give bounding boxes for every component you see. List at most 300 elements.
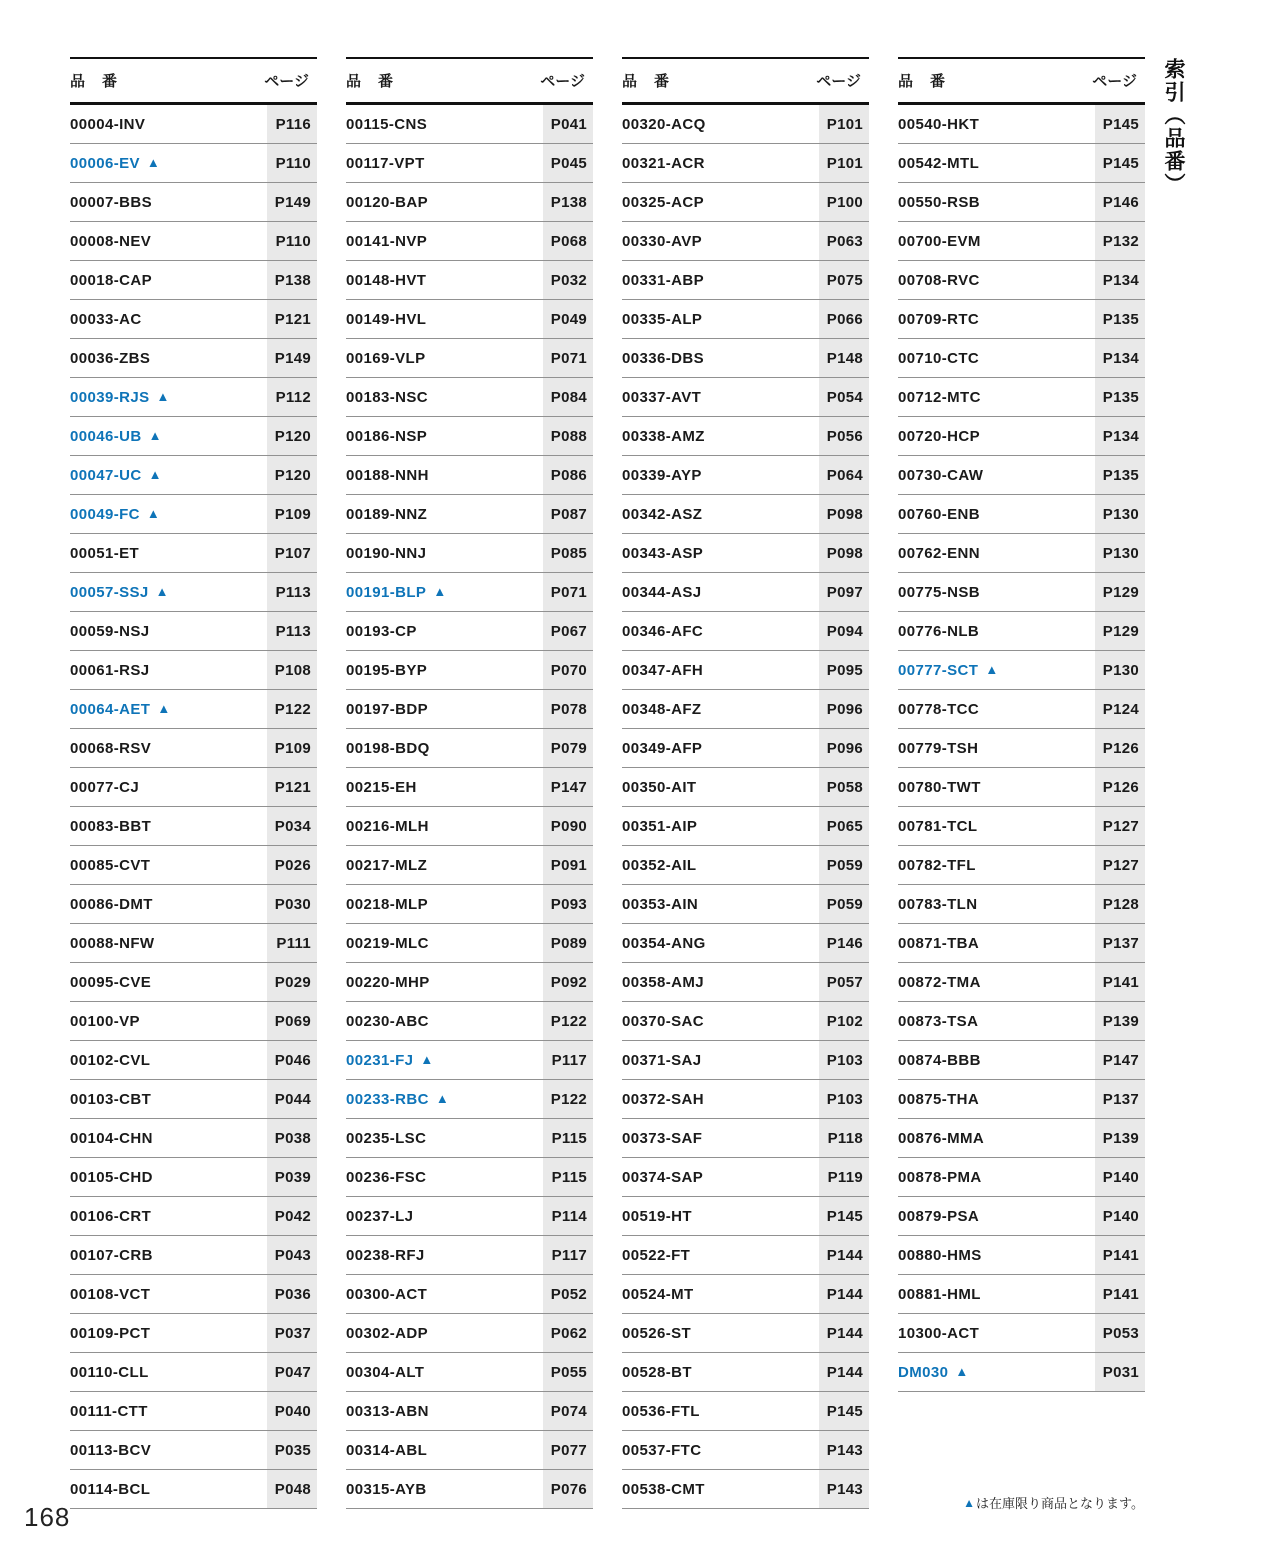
page-ref: P135	[1095, 378, 1145, 416]
product-code	[346, 690, 428, 728]
product-code	[70, 1080, 151, 1118]
product-code	[70, 1002, 140, 1040]
product-code-text: 00538-CMT	[622, 1480, 705, 1498]
table-row	[346, 963, 593, 1002]
header-page-label: ページ	[540, 73, 585, 90]
table-row	[70, 339, 317, 378]
page-ref: P069	[267, 1002, 317, 1040]
table-row	[622, 417, 869, 456]
product-code	[622, 1002, 704, 1040]
product-code-text: 00105-CHD	[70, 1168, 153, 1186]
product-code-text: 00782-TFL	[898, 856, 976, 874]
product-code	[898, 261, 980, 299]
product-code-text: 00120-BAP	[346, 193, 428, 211]
page-ref: P110	[267, 222, 317, 260]
table-row	[622, 963, 869, 1002]
product-code	[346, 885, 428, 923]
table-row	[70, 1080, 317, 1119]
page-ref: P146	[819, 924, 869, 962]
table-row	[70, 1197, 317, 1236]
table-row	[346, 105, 593, 144]
table-row	[898, 534, 1145, 573]
product-code-text: 00198-BDQ	[346, 739, 430, 757]
product-code	[622, 417, 705, 455]
table-row	[622, 924, 869, 963]
product-code	[622, 1119, 702, 1157]
product-code	[346, 1392, 429, 1430]
page-ref: P067	[543, 612, 593, 650]
header-page-label: ページ	[1092, 73, 1137, 90]
page-ref: P122	[543, 1002, 593, 1040]
product-code	[70, 1041, 150, 1079]
page-ref: P115	[543, 1158, 593, 1196]
limited-stock-triangle-icon: ▲	[955, 1363, 969, 1379]
product-code	[346, 768, 417, 806]
product-code-text: 00033-AC	[70, 310, 142, 328]
page-ref: P145	[819, 1392, 869, 1430]
product-code-text: 00371-SAJ	[622, 1051, 702, 1069]
product-code	[346, 1275, 427, 1313]
table-row	[70, 768, 317, 807]
product-code	[70, 1314, 150, 1352]
product-code	[898, 1041, 981, 1079]
page-ref: P031	[1095, 1353, 1145, 1391]
table-row	[898, 183, 1145, 222]
table-row	[70, 105, 317, 144]
product-code	[346, 300, 426, 338]
table-row	[898, 144, 1145, 183]
product-code-text: 00352-AIL	[622, 856, 697, 874]
product-code	[622, 807, 697, 845]
product-code-text: 00346-AFC	[622, 622, 704, 640]
page-ref: P098	[819, 534, 869, 572]
product-code	[346, 222, 427, 260]
table-row	[70, 1275, 317, 1314]
product-code	[898, 1080, 979, 1118]
product-code	[622, 885, 698, 923]
product-code	[70, 300, 142, 338]
product-code	[346, 1314, 428, 1352]
table-row	[898, 495, 1145, 534]
product-code-text: 00068-RSV	[70, 739, 152, 757]
header-page-label: ページ	[816, 73, 861, 90]
table-row	[622, 261, 869, 300]
page-ref: P085	[543, 534, 593, 572]
table-row	[898, 963, 1145, 1002]
product-code-text: 00051-ET	[70, 544, 140, 562]
product-code	[898, 846, 976, 884]
product-code	[70, 183, 152, 221]
table-row	[70, 222, 317, 261]
product-code	[346, 105, 427, 143]
product-code-text: 00878-PMA	[898, 1168, 982, 1186]
page-ref: P108	[267, 651, 317, 689]
page-ref: P090	[543, 807, 593, 845]
table-row	[70, 924, 317, 963]
limited-stock-triangle-icon: ▲	[435, 1090, 450, 1106]
page-ref: P040	[267, 1392, 317, 1430]
product-code	[622, 1080, 704, 1118]
table-row	[70, 807, 317, 846]
table-row	[622, 1353, 869, 1392]
table-row	[346, 1470, 593, 1509]
limited-stock-triangle-icon: ▲	[420, 1051, 434, 1067]
product-code-text: 00049-FC	[70, 505, 140, 523]
table-row	[346, 144, 593, 183]
product-code-text: 00108-VCT	[70, 1285, 151, 1303]
page-ref: P101	[819, 144, 869, 182]
product-code-text: 00339-AYP	[622, 466, 702, 484]
product-code-text: 00114-BCL	[70, 1480, 151, 1498]
product-code	[622, 378, 701, 416]
page-ref: P137	[1095, 924, 1145, 962]
product-code-text: 00183-NSC	[346, 388, 428, 406]
page-ref: P111	[267, 924, 317, 962]
page-ref: P144	[819, 1314, 869, 1352]
page-ref: P070	[543, 651, 593, 689]
product-code-text: 00353-AIN	[622, 895, 699, 913]
product-code	[898, 1236, 982, 1274]
page-ref: P086	[543, 456, 593, 494]
page-ref: P141	[1095, 1275, 1145, 1313]
product-code	[346, 1002, 429, 1040]
product-code-text: 00314-ABL	[346, 1441, 428, 1459]
page-ref: P029	[267, 963, 317, 1001]
product-code-text: 00331-ABP	[622, 271, 704, 289]
table-row	[346, 183, 593, 222]
index-column	[622, 57, 869, 1509]
index-column	[346, 57, 593, 1509]
table-row	[622, 300, 869, 339]
page-ref: P042	[267, 1197, 317, 1235]
page-ref: P076	[543, 1470, 593, 1508]
limited-stock-triangle-icon: ▲	[146, 505, 161, 521]
product-code-text: 00197-BDP	[346, 700, 428, 718]
table-row	[70, 729, 317, 768]
product-code	[346, 534, 426, 572]
product-code	[70, 1431, 151, 1469]
product-code	[622, 1275, 694, 1313]
page-ref: P145	[1095, 105, 1145, 143]
product-code-text: 00730-CAW	[898, 466, 984, 484]
page-ref: P054	[819, 378, 869, 416]
page-ref: P065	[819, 807, 869, 845]
page-ref: P130	[1095, 651, 1145, 689]
page-ref: P110	[267, 144, 317, 182]
product-code-text: 00190-NNJ	[346, 544, 427, 562]
product-code-text: 00526-ST	[622, 1324, 692, 1342]
table-row	[346, 339, 593, 378]
page-ref: P059	[819, 885, 869, 923]
product-code	[346, 1470, 427, 1508]
product-code-text: 00342-ASZ	[622, 505, 703, 523]
product-code	[622, 573, 702, 611]
product-code	[346, 1431, 427, 1469]
product-code-text: 00313-ABN	[346, 1402, 429, 1420]
page-ref: P044	[267, 1080, 317, 1118]
product-code	[346, 378, 428, 416]
table-row	[622, 534, 869, 573]
page-ref: P139	[1095, 1002, 1145, 1040]
table-row	[898, 846, 1145, 885]
product-code-text: 00061-RSJ	[70, 661, 150, 679]
table-row	[70, 612, 317, 651]
product-code	[70, 1236, 153, 1274]
product-code-text: 00039-RJS	[70, 388, 150, 406]
product-code	[898, 222, 981, 260]
product-code-text: 00374-SAP	[622, 1168, 704, 1186]
table-row	[346, 612, 593, 651]
product-code-text: 00169-VLP	[346, 349, 426, 367]
product-code	[70, 963, 151, 1001]
product-code	[346, 807, 429, 845]
table-row	[346, 417, 593, 456]
limited-stock-triangle-icon: ▲	[985, 661, 999, 677]
table-row	[622, 1119, 869, 1158]
page-ref: P140	[1095, 1197, 1145, 1235]
page-ref: P117	[543, 1041, 593, 1079]
table-row	[70, 534, 317, 573]
table-row	[622, 1275, 869, 1314]
table-row	[346, 1080, 593, 1119]
page-ref: P115	[543, 1119, 593, 1157]
product-code	[622, 651, 703, 689]
table-row	[622, 183, 869, 222]
table-row	[622, 495, 869, 534]
page-ref: P121	[267, 300, 317, 338]
product-code	[346, 339, 425, 377]
table-row	[70, 417, 317, 456]
product-code	[622, 456, 702, 494]
product-code	[622, 1353, 692, 1391]
product-code-text: 00237-LJ	[346, 1207, 414, 1225]
product-code	[622, 846, 696, 884]
product-code	[898, 1353, 969, 1391]
page-ref: P074	[543, 1392, 593, 1430]
product-code	[898, 1119, 984, 1157]
product-code-text: 00354-ANG	[622, 934, 706, 952]
product-code	[70, 456, 162, 494]
product-code-text: 00018-CAP	[70, 271, 152, 289]
product-code	[898, 963, 981, 1001]
page-ref: P144	[819, 1275, 869, 1313]
product-code-text: 00315-AYB	[346, 1480, 427, 1498]
table-row	[346, 768, 593, 807]
product-code-text: 00085-CVT	[70, 856, 151, 874]
product-code-text: 00372-SAH	[622, 1090, 704, 1108]
page-ref: P049	[543, 300, 593, 338]
product-code	[346, 183, 428, 221]
product-code	[346, 963, 430, 1001]
product-code-text: 00046-UB	[70, 427, 142, 445]
product-code-text: 00117-VPT	[346, 154, 425, 172]
page-ref: P058	[819, 768, 869, 806]
page-ref: P124	[1095, 690, 1145, 728]
product-code-text: 00233-RBC	[346, 1090, 429, 1108]
product-code-text: 00337-AVT	[622, 388, 702, 406]
table-row	[70, 1353, 317, 1392]
product-code-text: 00113-BCV	[70, 1441, 152, 1459]
product-code	[622, 1158, 703, 1196]
product-code-text: 00373-SAF	[622, 1129, 703, 1147]
page-ref: P068	[543, 222, 593, 260]
product-code	[622, 1197, 692, 1235]
page-ref: P064	[819, 456, 869, 494]
product-code-text: 00325-ACP	[622, 193, 704, 211]
page-ref: P109	[267, 729, 317, 767]
product-code	[898, 885, 977, 923]
page-ref: P077	[543, 1431, 593, 1469]
product-code-text: 00876-MMA	[898, 1129, 985, 1147]
table-body	[346, 105, 593, 1509]
page-ref: P121	[267, 768, 317, 806]
page-ref: P143	[819, 1470, 869, 1508]
product-code	[346, 1041, 434, 1079]
product-code	[346, 1158, 426, 1196]
product-code	[346, 651, 427, 689]
page-ref: P107	[267, 534, 317, 572]
product-code-text: 00537-FTC	[622, 1441, 702, 1459]
table-row	[70, 495, 317, 534]
product-code	[70, 1470, 150, 1508]
table-row	[898, 924, 1145, 963]
product-code-text: 00700-EVM	[898, 232, 981, 250]
product-code-text: 00059-NSJ	[70, 622, 150, 640]
table-body	[898, 105, 1145, 1392]
product-code	[898, 729, 978, 767]
product-code-text: 00149-HVL	[346, 310, 427, 328]
product-code-text: 00100-VP	[70, 1012, 140, 1030]
page-ref: P091	[543, 846, 593, 884]
page-ref: P147	[543, 768, 593, 806]
page-ref: P056	[819, 417, 869, 455]
page-ref: P143	[819, 1431, 869, 1469]
page-ref: P052	[543, 1275, 593, 1313]
table-row	[898, 612, 1145, 651]
product-code	[622, 1041, 702, 1079]
product-code-text: 00350-AIT	[622, 778, 697, 796]
product-code	[622, 1470, 705, 1508]
header-page-label: ページ	[264, 73, 309, 90]
table-row	[898, 768, 1145, 807]
table-row	[898, 1158, 1145, 1197]
product-code	[622, 534, 703, 572]
product-code	[70, 1119, 153, 1157]
product-code	[346, 729, 430, 767]
page-ref: P126	[1095, 729, 1145, 767]
table-row	[346, 1275, 593, 1314]
product-code-text: 00873-TSA	[898, 1012, 979, 1030]
product-code	[346, 846, 427, 884]
product-code	[70, 690, 171, 728]
page-ref: P048	[267, 1470, 317, 1508]
table-row	[898, 690, 1145, 729]
product-code-text: 00302-ADP	[346, 1324, 428, 1342]
product-code	[898, 1275, 981, 1313]
product-code-text: 00708-RVC	[898, 271, 980, 289]
header-product-code-label: 品 番	[346, 73, 395, 90]
table-row	[622, 885, 869, 924]
product-code-text: 00095-CVE	[70, 973, 152, 991]
page-ref: P100	[819, 183, 869, 221]
page-ref: P098	[819, 495, 869, 533]
product-code	[898, 339, 979, 377]
page-ref: P057	[819, 963, 869, 1001]
page-ref: P114	[543, 1197, 593, 1235]
product-code	[898, 534, 980, 572]
table-row	[70, 1392, 317, 1431]
product-code-text: 00348-AFZ	[622, 700, 702, 718]
product-code	[622, 222, 702, 260]
product-code-text: 00102-CVL	[70, 1051, 151, 1069]
product-code-text: 00077-CJ	[70, 778, 140, 796]
page-ref: P113	[267, 612, 317, 650]
page-ref: P144	[819, 1353, 869, 1391]
table-row	[622, 729, 869, 768]
page-ref: P119	[819, 1158, 869, 1196]
table-row	[622, 807, 869, 846]
product-code-text: 00370-SAC	[622, 1012, 704, 1030]
table-row	[898, 105, 1145, 144]
page-ref: P146	[1095, 183, 1145, 221]
page-ref: P092	[543, 963, 593, 1001]
product-code-text: 00542-MTL	[898, 154, 980, 172]
product-code	[898, 1158, 982, 1196]
product-code-text: 00219-MLC	[346, 934, 429, 952]
table-row	[622, 651, 869, 690]
limited-stock-triangle-icon: ▲	[146, 154, 161, 170]
table-row	[346, 1119, 593, 1158]
table-row	[70, 1002, 317, 1041]
product-code	[70, 417, 162, 455]
table-row	[70, 963, 317, 1002]
page-ref: P089	[543, 924, 593, 962]
product-code-text: 00762-ENN	[898, 544, 980, 562]
product-code-text: DM030	[898, 1363, 949, 1381]
page-ref: P059	[819, 846, 869, 884]
page-ref: P096	[819, 729, 869, 767]
table-row	[70, 261, 317, 300]
page-ref: P047	[267, 1353, 317, 1391]
product-code	[70, 1353, 149, 1391]
product-code-text: 00193-CP	[346, 622, 417, 640]
page-ref: P103	[819, 1041, 869, 1079]
table-row	[622, 690, 869, 729]
product-code	[346, 456, 429, 494]
product-code-text: 00006-EV	[70, 154, 140, 172]
table-row	[346, 1431, 593, 1470]
product-code-text: 00540-HKT	[898, 115, 980, 133]
table-row	[346, 378, 593, 417]
product-code	[70, 105, 145, 143]
product-code	[622, 1236, 690, 1274]
product-code-text: 00550-RSB	[898, 193, 980, 211]
product-code-text: 00300-ACT	[346, 1285, 428, 1303]
page-ref: P126	[1095, 768, 1145, 806]
table-row	[346, 300, 593, 339]
product-code-text: 00777-SCT	[898, 661, 979, 679]
product-code	[70, 729, 151, 767]
page-ref: P134	[1095, 261, 1145, 299]
table-row	[622, 768, 869, 807]
table-row	[70, 1431, 317, 1470]
product-code	[346, 924, 429, 962]
product-code-text: 00874-BBB	[898, 1051, 981, 1069]
table-row	[70, 690, 317, 729]
table-row	[622, 612, 869, 651]
table-row	[346, 222, 593, 261]
page-ref: P032	[543, 261, 593, 299]
